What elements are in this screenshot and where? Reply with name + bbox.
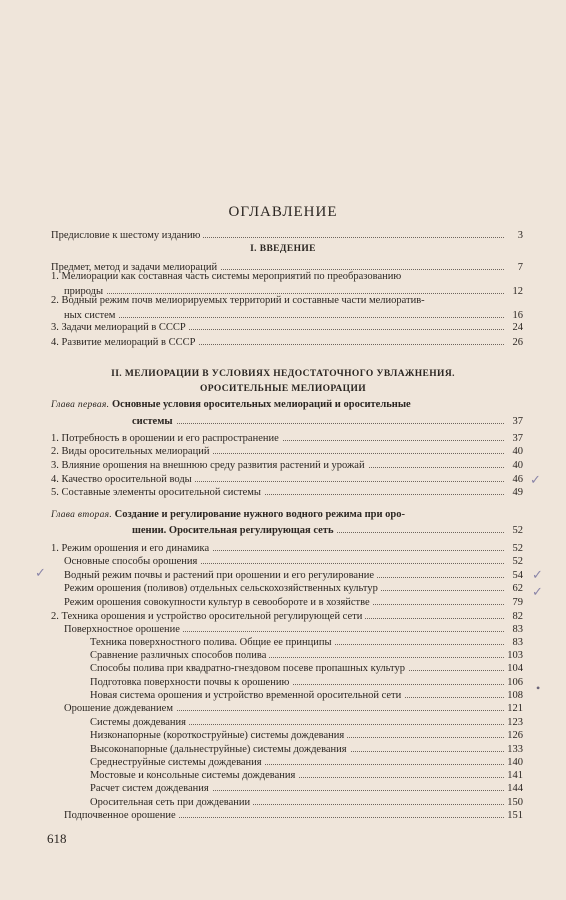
entry-page: 141 — [504, 770, 523, 781]
entry-page: 79 — [510, 597, 524, 608]
entry-page: 3 — [515, 230, 523, 241]
entry-title: 1. Потребность в орошении и его распространение — [51, 433, 282, 444]
toc-entry — [0, 553, 566, 567]
toc-entry — [0, 714, 566, 728]
toc-entry — [0, 621, 566, 635]
entry-title: Расчет систем дождевания — [90, 783, 212, 794]
entry-title: Мостовые и консольные системы дождевания — [90, 770, 298, 781]
toc-entry — [0, 319, 566, 333]
entry-page: 37 — [510, 433, 524, 444]
entry-page: 40 — [510, 446, 524, 457]
chapter-label: Глава вторая. — [51, 510, 113, 520]
chapter-label: Глава первая. — [51, 400, 110, 410]
check-mark-icon: ✓ — [532, 584, 543, 599]
entry-title: Предисловие к шестому изданию — [51, 230, 203, 241]
section-heading: ОРОСИТЕЛЬНЫЕ МЕЛИОРАЦИИ — [199, 384, 367, 394]
toc-entry — [0, 794, 566, 808]
chapter-heading-end — [0, 413, 566, 427]
toc-entry — [0, 660, 566, 674]
entry-title: Сравнение различных способов полива — [90, 650, 269, 661]
entry-title: ных систем — [64, 310, 118, 321]
toc-entry-first-line: 2. Водный режим почв мелиорируемых территорий и составные части мелиоратив- — [51, 295, 425, 306]
toc-entry — [0, 608, 566, 622]
page-number: 618 — [47, 831, 67, 846]
toc-entry — [0, 727, 566, 741]
toc-entry — [0, 457, 566, 471]
leader-dots — [64, 293, 504, 294]
entry-page: 123 — [504, 717, 523, 728]
chapter-heading-end — [0, 522, 566, 536]
toc-entry-preface — [0, 227, 566, 241]
entry-page: 83 — [510, 624, 524, 635]
entry-page: 150 — [504, 797, 523, 808]
entry-page: 54 — [510, 570, 524, 581]
entry-page: 126 — [504, 730, 523, 741]
entry-title: Орошение дождеванием — [64, 703, 176, 714]
entry-title: 4. Качество оросительной воды — [51, 474, 195, 485]
entry-title: Низконапорные (короткоструйные) системы дождевания — [90, 730, 347, 741]
chapter-heading — [51, 509, 405, 520]
entry-page: 26 — [510, 337, 524, 348]
toc-entry — [0, 634, 566, 648]
entry-title: природы — [64, 286, 106, 297]
entry-page: 52 — [510, 556, 524, 567]
entry-page: 108 — [504, 690, 523, 701]
toc-entry — [0, 334, 566, 348]
toc-entry — [0, 540, 566, 554]
entry-title: Оросительная сеть при дождевании — [90, 797, 253, 808]
section-heading: I. ВВЕДЕНИЕ — [250, 244, 316, 254]
check-mark-icon: ✓ — [530, 472, 541, 487]
leader-dots — [64, 317, 504, 318]
entry-title: Техника поверхностного полива. Общие ее принципы — [90, 637, 335, 648]
toc-entry — [0, 687, 566, 701]
entry-page: 46 — [510, 474, 524, 485]
chapter-title: Создание и регулирование нужного водного режима при оро- — [114, 509, 405, 520]
entry-page: 103 — [504, 650, 523, 661]
entry-title: 4. Развитие мелиораций в СССР — [51, 337, 198, 348]
entry-title: Режим орошения совокупности культур в севообороте и в хозяйстве — [64, 597, 373, 608]
entry-title: шении. Оросительная регулирующая сеть — [132, 525, 337, 536]
toc-entry — [0, 594, 566, 608]
entry-page: 140 — [504, 757, 523, 768]
entry-title: 5. Составные элементы оросительной системы — [51, 487, 264, 498]
entry-title: Системы дождевания — [90, 717, 189, 728]
entry-page: 12 — [510, 286, 524, 297]
toc-entry — [0, 443, 566, 457]
entry-title: Предмет, метод и задачи мелиораций — [51, 262, 220, 273]
toc-entry — [0, 767, 566, 781]
entry-title: Подпочвенное орошение — [64, 810, 179, 821]
entry-page: 151 — [504, 810, 523, 821]
entry-title: 2. Техника орошения и устройство оросительной регулирующей сети — [51, 611, 365, 622]
toc-entry — [0, 754, 566, 768]
entry-title: Высоконапорные (дальнеструйные) системы дождевания — [90, 744, 350, 755]
entry-title: Способы полива при квадратно-гнездовом посеве пропашных культур — [90, 663, 408, 674]
check-mark-icon: ✓ — [35, 565, 46, 580]
entry-page: 49 — [510, 487, 524, 498]
entry-title: Подготовка поверхности почвы к орошению — [90, 677, 292, 688]
entry-page: 16 — [510, 310, 524, 321]
entry-page: 106 — [504, 677, 523, 688]
entry-page: 121 — [504, 703, 523, 714]
leader-dots — [132, 423, 504, 424]
entry-page: 24 — [510, 322, 524, 333]
entry-page: 40 — [510, 460, 524, 471]
toc-entry-first-line: 1. Мелиорации как составная часть системы мероприятий по преобразованию — [51, 271, 402, 282]
entry-title: Водный режим почвы и растений при орошении и его регулирование — [64, 570, 377, 581]
entry-page: 62 — [510, 583, 524, 594]
chapter-title: Основные условия оросительных мелиораций и оросительные — [111, 399, 411, 410]
entry-page: 52 — [510, 543, 524, 554]
entry-title: Режим орошения (поливов) отдельных сельскохозяйственных культур — [64, 583, 381, 594]
toc-entry — [0, 647, 566, 661]
entry-title: 3. Задачи мелиораций в СССР — [51, 322, 189, 333]
entry-title: системы — [132, 416, 176, 427]
entry-title: Основные способы орошения — [64, 556, 200, 567]
entry-title: 2. Виды оросительных мелиораций — [51, 446, 212, 457]
toc-entry — [0, 807, 566, 821]
toc-entry — [0, 580, 566, 594]
entry-page: 133 — [504, 744, 523, 755]
chapter-heading — [51, 399, 411, 410]
toc-entry — [0, 471, 566, 485]
page-title: ОГЛАВЛЕНИЕ — [228, 204, 338, 220]
entry-title: 3. Влияние орошения на внешнюю среду развития растений и урожай — [51, 460, 368, 471]
toc-entry — [0, 484, 566, 498]
ink-spot-icon: • — [536, 681, 541, 695]
entry-page: 7 — [515, 262, 523, 273]
section-heading: II. МЕЛИОРАЦИИ В УСЛОВИЯХ НЕДОСТАТОЧНОГО УВЛАЖНЕНИЯ. — [111, 369, 455, 379]
toc-entry — [0, 780, 566, 794]
toc-entry — [0, 567, 566, 581]
entry-title: Новая система орошения и устройство временной оросительной сети — [90, 690, 404, 701]
entry-page: 104 — [504, 663, 523, 674]
entry-page: 83 — [510, 637, 524, 648]
entry-title: Поверхностное орошение — [64, 624, 183, 635]
toc-entry — [0, 741, 566, 755]
entry-page: 52 — [510, 525, 524, 536]
entry-page: 82 — [510, 611, 524, 622]
entry-title: 1. Режим орошения и его динамика — [51, 543, 212, 554]
entry-page: 144 — [504, 783, 523, 794]
entry-page: 37 — [510, 416, 524, 427]
toc-entry — [0, 700, 566, 714]
entry-title: Среднеструйные системы дождевания — [90, 757, 265, 768]
toc-entry — [0, 674, 566, 688]
check-mark-icon: ✓ — [532, 567, 543, 582]
toc-entry — [0, 430, 566, 444]
